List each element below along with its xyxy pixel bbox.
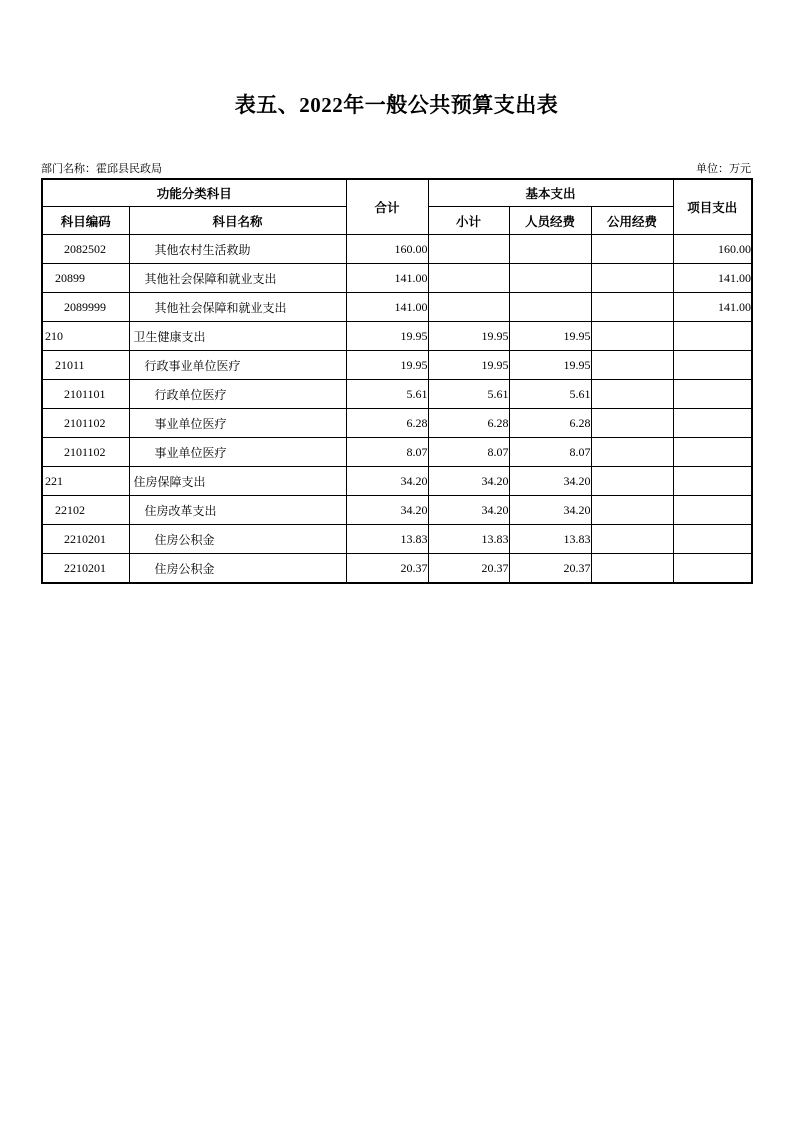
table-row bbox=[42, 322, 752, 351]
personnel-funds-cell bbox=[509, 264, 591, 293]
public-funds-cell bbox=[591, 554, 673, 584]
header-basic-expenditure: 基本支出 bbox=[428, 179, 673, 207]
subject-name-cell: 其他社会保障和就业支出 bbox=[129, 293, 346, 322]
header-subject-name: 科目名称 bbox=[129, 207, 346, 235]
project-expenditure-cell bbox=[673, 467, 752, 496]
subject-code-cell: 2101101 bbox=[42, 380, 129, 409]
personnel-funds-cell bbox=[509, 235, 591, 264]
public-funds-cell bbox=[591, 322, 673, 351]
subject-code-cell: 2101102 bbox=[42, 438, 129, 467]
subject-code-cell: 21011 bbox=[42, 351, 129, 380]
personnel-funds-cell: 13.83 bbox=[509, 525, 591, 554]
personnel-funds-cell: 34.20 bbox=[509, 467, 591, 496]
header-function-category: 功能分类科目 bbox=[42, 179, 346, 207]
subject-code-cell: 2210201 bbox=[42, 525, 129, 554]
subject-code-cell: 22102 bbox=[42, 496, 129, 525]
total-cell: 5.61 bbox=[346, 380, 428, 409]
table-row bbox=[42, 525, 752, 554]
public-funds-cell bbox=[591, 380, 673, 409]
subject-name-cell: 行政单位医疗 bbox=[129, 380, 346, 409]
subject-name-cell: 行政事业单位医疗 bbox=[129, 351, 346, 380]
subtotal-cell: 8.07 bbox=[428, 438, 509, 467]
total-cell: 34.20 bbox=[346, 467, 428, 496]
project-expenditure-cell bbox=[673, 322, 752, 351]
header-public-funds: 公用经费 bbox=[591, 207, 673, 235]
public-funds-cell bbox=[591, 235, 673, 264]
project-expenditure-cell: 141.00 bbox=[673, 264, 752, 293]
public-funds-cell bbox=[591, 438, 673, 467]
total-cell: 160.00 bbox=[346, 235, 428, 264]
public-funds-cell bbox=[591, 409, 673, 438]
personnel-funds-cell: 8.07 bbox=[509, 438, 591, 467]
table-row bbox=[42, 496, 752, 525]
total-cell: 8.07 bbox=[346, 438, 428, 467]
total-cell: 19.95 bbox=[346, 322, 428, 351]
personnel-funds-cell: 20.37 bbox=[509, 554, 591, 584]
project-expenditure-cell bbox=[673, 409, 752, 438]
subject-code-cell: 2101102 bbox=[42, 409, 129, 438]
subject-name-cell: 住房公积金 bbox=[129, 554, 346, 584]
header-personnel-funds: 人员经费 bbox=[509, 207, 591, 235]
public-funds-cell bbox=[591, 293, 673, 322]
table-row bbox=[42, 438, 752, 467]
project-expenditure-cell bbox=[673, 525, 752, 554]
project-expenditure-cell bbox=[673, 380, 752, 409]
subject-name-cell: 其他社会保障和就业支出 bbox=[129, 264, 346, 293]
total-cell: 6.28 bbox=[346, 409, 428, 438]
project-expenditure-cell bbox=[673, 554, 752, 584]
subtotal-cell: 19.95 bbox=[428, 351, 509, 380]
total-cell: 19.95 bbox=[346, 351, 428, 380]
project-expenditure-cell bbox=[673, 351, 752, 380]
subject-name-cell: 事业单位医疗 bbox=[129, 438, 346, 467]
project-expenditure-cell bbox=[673, 438, 752, 467]
subtotal-cell: 19.95 bbox=[428, 322, 509, 351]
personnel-funds-cell bbox=[509, 293, 591, 322]
subject-code-cell: 2210201 bbox=[42, 554, 129, 584]
department-name-label: 部门名称：霍邱县民政局 bbox=[41, 163, 162, 175]
subtotal-cell: 34.20 bbox=[428, 496, 509, 525]
project-expenditure-cell: 160.00 bbox=[673, 235, 752, 264]
personnel-funds-cell: 5.61 bbox=[509, 380, 591, 409]
subtotal-cell: 5.61 bbox=[428, 380, 509, 409]
personnel-funds-cell: 6.28 bbox=[509, 409, 591, 438]
personnel-funds-cell: 19.95 bbox=[509, 351, 591, 380]
public-funds-cell bbox=[591, 264, 673, 293]
total-cell: 141.00 bbox=[346, 264, 428, 293]
budget-expenditure-table bbox=[41, 178, 753, 584]
subject-code-cell: 2089999 bbox=[42, 293, 129, 322]
header-subtotal: 小计 bbox=[428, 207, 509, 235]
subtotal-cell bbox=[428, 264, 509, 293]
subject-name-cell: 住房公积金 bbox=[129, 525, 346, 554]
header-project-expenditure: 项目支出 bbox=[673, 179, 752, 235]
table-row bbox=[42, 409, 752, 438]
subject-name-cell: 其他农村生活救助 bbox=[129, 235, 346, 264]
table-row bbox=[42, 264, 752, 293]
subtotal-cell bbox=[428, 235, 509, 264]
table-row bbox=[42, 467, 752, 496]
public-funds-cell bbox=[591, 496, 673, 525]
subtotal-cell: 13.83 bbox=[428, 525, 509, 554]
personnel-funds-cell: 19.95 bbox=[509, 322, 591, 351]
header-subject-code: 科目编码 bbox=[42, 207, 129, 235]
project-expenditure-cell bbox=[673, 496, 752, 525]
subtotal-cell bbox=[428, 293, 509, 322]
table-row bbox=[42, 554, 752, 584]
subject-name-cell: 卫生健康支出 bbox=[129, 322, 346, 351]
total-cell: 20.37 bbox=[346, 554, 428, 584]
table-row bbox=[42, 380, 752, 409]
subject-name-cell: 住房改革支出 bbox=[129, 496, 346, 525]
table-body bbox=[42, 235, 752, 584]
public-funds-cell bbox=[591, 525, 673, 554]
table-row bbox=[42, 235, 752, 264]
project-expenditure-cell: 141.00 bbox=[673, 293, 752, 322]
personnel-funds-cell: 34.20 bbox=[509, 496, 591, 525]
header-total: 合计 bbox=[346, 179, 428, 235]
total-cell: 141.00 bbox=[346, 293, 428, 322]
table-row bbox=[42, 351, 752, 380]
unit-label: 单位：万元 bbox=[696, 163, 751, 175]
table-row bbox=[42, 293, 752, 322]
subject-code-cell: 20899 bbox=[42, 264, 129, 293]
total-cell: 13.83 bbox=[346, 525, 428, 554]
subject-name-cell: 事业单位医疗 bbox=[129, 409, 346, 438]
subject-code-cell: 221 bbox=[42, 467, 129, 496]
table-header bbox=[42, 179, 752, 235]
subject-code-cell: 2082502 bbox=[42, 235, 129, 264]
public-funds-cell bbox=[591, 351, 673, 380]
public-funds-cell bbox=[591, 467, 673, 496]
subtotal-cell: 20.37 bbox=[428, 554, 509, 584]
subtotal-cell: 6.28 bbox=[428, 409, 509, 438]
page-title: 表五、2022年一般公共预算支出表 bbox=[234, 93, 559, 117]
subtotal-cell: 34.20 bbox=[428, 467, 509, 496]
subject-code-cell: 210 bbox=[42, 322, 129, 351]
total-cell: 34.20 bbox=[346, 496, 428, 525]
subject-name-cell: 住房保障支出 bbox=[129, 467, 346, 496]
table-meta-row bbox=[41, 162, 751, 176]
